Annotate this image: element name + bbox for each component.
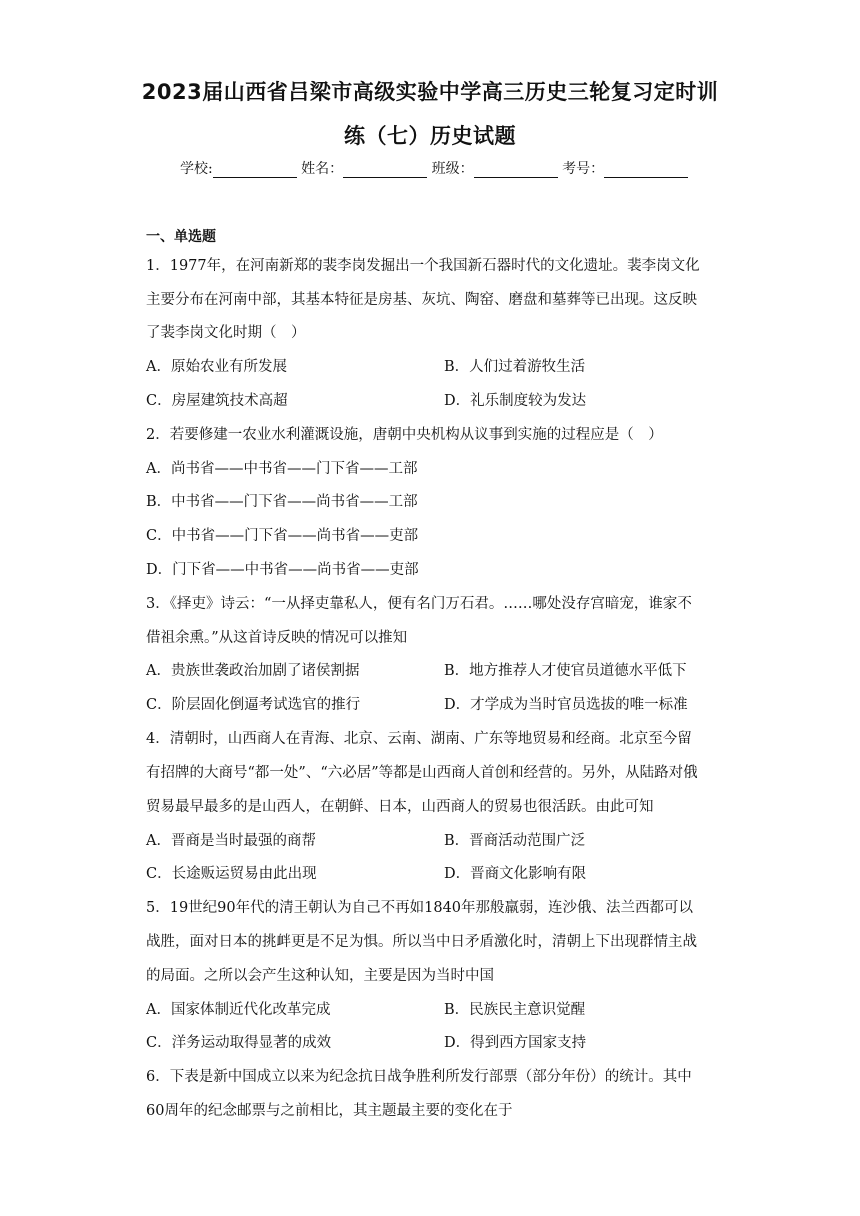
option-a: A．晋商是当时最强的商帮 xyxy=(146,833,316,849)
option-c: C．房屋建筑技术高超 xyxy=(146,393,288,409)
option-d: D．礼乐制度较为发达 xyxy=(444,393,587,409)
option-c: C．洋务运动取得显著的成效 xyxy=(146,1035,332,1051)
option-d: D．门下省——中书省——尚书省——吏部 xyxy=(146,562,419,578)
question-text: 4．清朝时，山西商人在青海、北京、云南、湖南、广东等地贸易和经商。北京至今留 xyxy=(146,731,692,747)
question-text: 6．下表是新中国成立以来为纪念抗日战争胜利所发行部票（部分年份）的统计。其中 xyxy=(146,1069,692,1085)
section-heading: 一、单选题 xyxy=(146,229,216,245)
exam-title-line1: 2023届山西省吕梁市高级实验中学高三历史三轮复习定时训 xyxy=(141,80,719,104)
question-text: 了裴李岗文化时期（ ） xyxy=(146,325,306,341)
question-text: 借祖余熏。”从这首诗反映的情况可以推知 xyxy=(146,630,408,646)
option-b: B．中书省——门下省——尚书省——工部 xyxy=(146,494,418,510)
option-a: A．尚书省——中书省——门下省——工部 xyxy=(146,461,418,477)
class-blank[interactable] xyxy=(474,163,558,178)
question-text: 2．若要修建一农业水利灌溉设施，唐朝中央机构从议事到实施的过程应是（ ） xyxy=(146,427,663,443)
school-blank[interactable] xyxy=(213,163,297,178)
exam-title-line2: 练（七）历史试题 xyxy=(344,124,516,148)
option-b: B．人们过着游牧生活 xyxy=(444,359,586,375)
student-info-line xyxy=(180,158,688,178)
question-text: 有招牌的大商号“都一处”、“六必居”等都是山西商人首创和经营的。另外，从陆路对俄 xyxy=(146,765,698,781)
question-text: 1．1977年，在河南新郑的裴李岗发掘出一个我国新石器时代的文化遗址。裴李岗文化 xyxy=(146,258,700,274)
question-text: 3．《择吏》诗云：“一从择吏靠私人，便有名门万石君。……哪处没存宫暗宠，谁家不 xyxy=(146,596,692,612)
option-a: A．国家体制近代化改革完成 xyxy=(146,1002,331,1018)
option-a: A．原始农业有所发展 xyxy=(146,359,287,375)
question-text: 5．19世纪90年代的清王朝认为自己不再如1840年那般羸弱，连沙俄、法兰西都可以 xyxy=(146,900,694,916)
option-c: C．长途贩运贸易由此出现 xyxy=(146,866,317,882)
option-b: B．民族民主意识觉醒 xyxy=(444,1002,586,1018)
question-text: 主要分布在河南中部，其基本特征是房基、灰坑、陶窑、磨盘和墓葬等已出现。这反映 xyxy=(146,292,697,308)
question-text: 60周年的纪念邮票与之前相比，其主题最主要的变化在于 xyxy=(146,1103,513,1119)
question-text: 的局面。之所以会产生这种认知，主要是因为当时中国 xyxy=(146,968,494,984)
option-c: C．阶层固化倒逼考试选官的推行 xyxy=(146,697,361,713)
option-b: B．地方推荐人才使官员道德水平低下 xyxy=(444,663,687,679)
option-b: B．晋商活动范围广泛 xyxy=(444,833,586,849)
option-d: D．才学成为当时官员选拔的唯一标准 xyxy=(444,697,688,713)
option-a: A．贵族世袭政治加剧了诸侯割据 xyxy=(146,663,360,679)
name-label: 姓名： xyxy=(301,161,344,177)
exam-number-blank[interactable] xyxy=(604,163,688,178)
question-text: 战胜，面对日本的挑衅更是不足为惧。所以当中日矛盾激化时，清朝上下出现群情主战 xyxy=(146,934,697,950)
option-c: C．中书省——门下省——尚书省——吏部 xyxy=(146,528,419,544)
exam-number-label: 考号： xyxy=(562,161,605,177)
option-d: D．晋商文化影响有限 xyxy=(444,866,587,882)
question-text: 贸易最早最多的是山西人，在朝鲜、日本，山西商人的贸易也很活跃。由此可知 xyxy=(146,799,654,815)
school-label: 学校: xyxy=(180,161,213,177)
class-label: 班级： xyxy=(431,161,474,177)
option-d: D．得到西方国家支持 xyxy=(444,1035,587,1051)
name-blank[interactable] xyxy=(343,163,427,178)
